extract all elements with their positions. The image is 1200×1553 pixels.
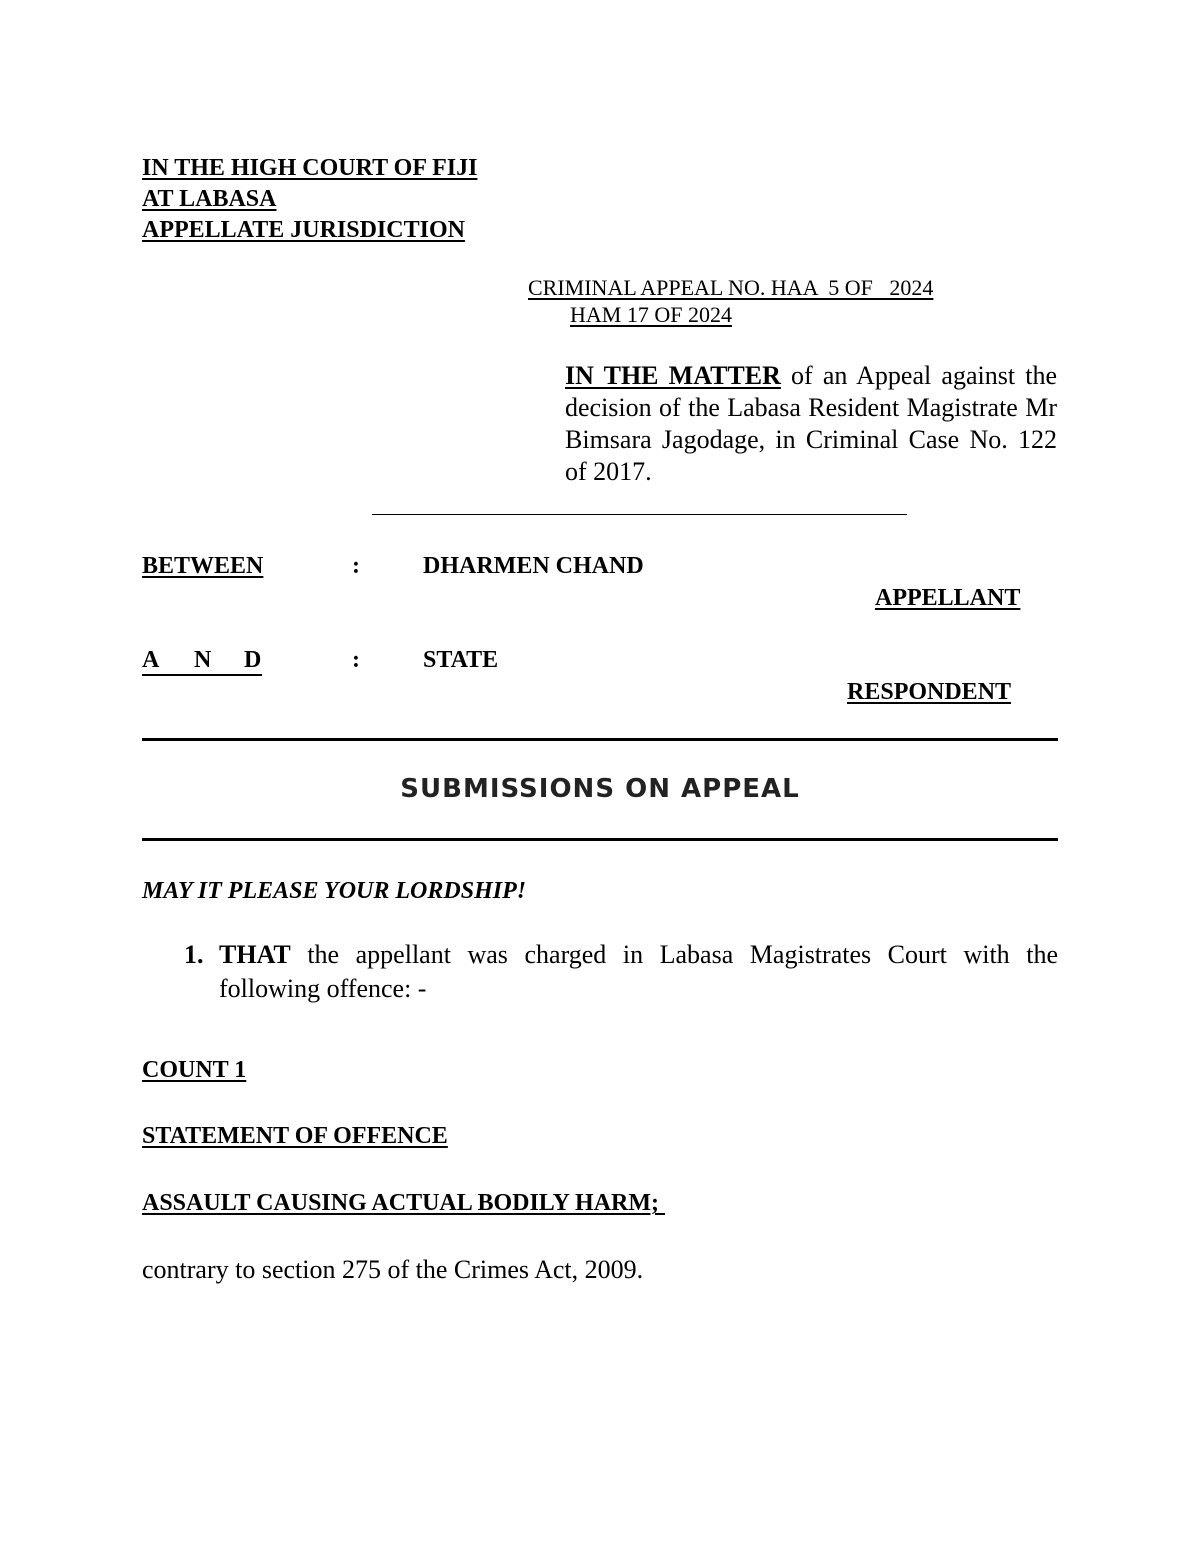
- respondent-name: STATE: [423, 647, 499, 673]
- matter-paragraph: [565, 360, 1057, 488]
- matter-text: of an Appeal against the decision of the Labasa Resident Magistrate Mr Bimsara Jagodage, in Criminal Case No. 122 of 2017.: [565, 361, 1057, 486]
- between-colon: :: [352, 553, 360, 579]
- court-name: IN THE HIGH COURT OF FIJI: [142, 155, 478, 181]
- divider-top: [142, 738, 1058, 741]
- and-letter-n: N: [194, 647, 212, 673]
- court-header: [142, 153, 477, 246]
- contrary-text: contrary to section 275 of the Crimes Act, 2009.: [142, 1255, 644, 1284]
- salutation: MAY IT PLEASE YOUR LORDSHIP!: [142, 878, 527, 904]
- and-letter-d: D: [244, 647, 262, 673]
- between-label: BETWEEN: [142, 553, 264, 579]
- ham-number: HAM 17 OF 2024: [570, 302, 732, 327]
- paragraph-number: 1.: [184, 940, 204, 969]
- statement-heading: STATEMENT OF OFFENCE: [142, 1123, 448, 1149]
- court-jurisdiction: APPELLATE JURISDICTION: [142, 217, 465, 243]
- and-underline: [142, 674, 262, 676]
- count-heading: COUNT 1: [142, 1057, 247, 1083]
- matter-label: IN THE MATTER: [565, 361, 781, 390]
- court-location: AT LABASA: [142, 186, 277, 212]
- respondent-role: RESPONDENT: [847, 679, 1012, 705]
- and-colon: :: [352, 647, 360, 673]
- paragraph-lead: THAT: [219, 940, 291, 969]
- document-title: SUBMISSIONS ON APPEAL: [400, 774, 800, 804]
- divider-thin: [372, 514, 907, 515]
- paragraph-1: [142, 938, 1058, 1006]
- appellant-role: APPELLANT: [875, 585, 1021, 611]
- appellant-name: DHARMEN CHAND: [423, 553, 644, 579]
- appeal-number: CRIMINAL APPEAL NO. HAA 5 OF 2024: [528, 275, 934, 300]
- paragraph-body: the appellant was charged in Labasa Magistrates Court with the following offence: -: [219, 940, 1058, 1003]
- and-letter-a: A: [142, 647, 160, 673]
- offence-heading: ASSAULT CAUSING ACTUAL BODILY HARM;: [142, 1190, 666, 1216]
- paragraph-text: [219, 938, 1058, 1006]
- divider-bottom: [142, 838, 1058, 841]
